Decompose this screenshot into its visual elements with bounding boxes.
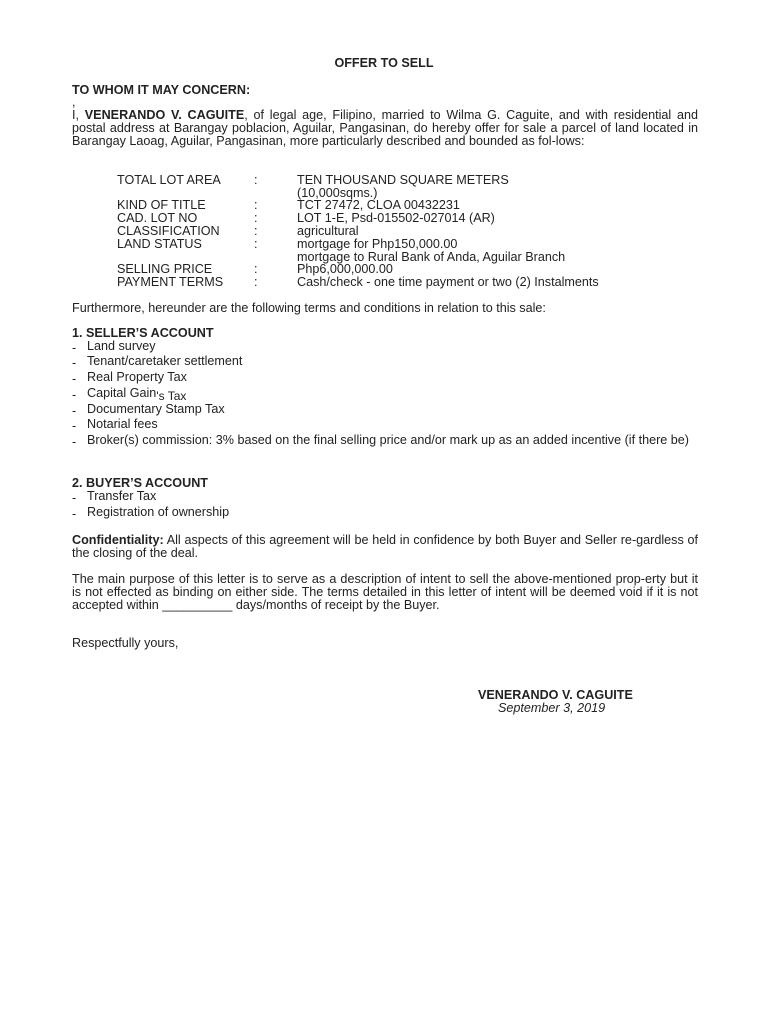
furthermore-text: Furthermore, hereunder are the following terms and conditions in relation to this sale: [72, 301, 546, 315]
confidentiality-label: Confidentiality: [72, 533, 164, 547]
detail-value: mortgage for Php150,000.00 mortgage to Rural Bank of Anda, Aguilar Branch [297, 237, 566, 264]
detail-label: SELLING PRICE [117, 262, 213, 276]
confidentiality-paragraph [72, 534, 698, 560]
detail-value: TCT 27472, CLOA 00432231 [297, 198, 460, 212]
detail-colon: : [254, 262, 258, 276]
buyer-account-heading: 2. BUYER’S ACCOUNT [72, 476, 208, 490]
detail-label: PAYMENT TERMS [117, 275, 224, 289]
detail-value: agricultural [297, 224, 359, 238]
detail-colon: : [254, 224, 258, 238]
bullet-dash: - [72, 491, 77, 505]
list-item: - Capital Gain$_{'s Tax}$ [72, 386, 187, 403]
bullet-dash: - [72, 372, 77, 386]
detail-value: Cash/check - one time payment or two (2) Instalments [297, 275, 599, 289]
list-item: - Documentary Stamp Tax [72, 402, 225, 418]
list-item: - Registration of ownership [72, 505, 230, 521]
list-item: - Land survey [72, 339, 156, 355]
list-item: - Broker(s) commission: 3% based on the final selling price and/or mark up as an added incentive (if there be) [72, 433, 690, 449]
detail-label: LAND STATUS [117, 237, 202, 251]
detail-label: TOTAL LOT AREA [117, 173, 221, 187]
detail-label: CLASSIFICATION [117, 224, 220, 238]
bullet-dash: - [72, 435, 77, 449]
signature-date: September 3, 2019 [498, 701, 606, 715]
list-item: - Transfer Tax [72, 489, 157, 505]
seller-account-heading: 1. SELLER’S ACCOUNT [72, 326, 214, 340]
seller-name: VENERANDO V. CAGUITE [84, 108, 245, 122]
bullet-dash: - [72, 507, 77, 521]
bullet-dash: - [72, 356, 77, 370]
intro-text: , of legal age, Filipino, married to Wilma G. Caguite, and with residential and postal address at Barangay poblacion, Aguilar, Pangasinan, do hereby offer for sale a parcel of land located in Barangay Laoag, Aguilar, Pangasinan, more particularly described and bounded as fol-lows: [72, 108, 698, 148]
list-item: - Tenant/caretaker settlement [72, 354, 243, 370]
bullet-dash: - [72, 341, 77, 355]
detail-label: KIND OF TITLE [117, 198, 206, 212]
stray-comma: , [72, 95, 76, 109]
bullet-dash: - [72, 419, 77, 433]
detail-value: Php6,000,000.00 [297, 262, 393, 276]
detail-value: LOT 1-E, Psd-015502-027014 (AR) [297, 211, 495, 225]
signature-name: VENERANDO V. CAGUITE [478, 688, 633, 702]
detail-label: CAD. LOT NO [117, 211, 198, 225]
detail-colon: : [254, 237, 258, 251]
list-item: - Notarial fees [72, 417, 158, 433]
detail-colon: : [254, 198, 258, 212]
detail-value: TEN THOUSAND SQUARE METERS (10,000sqms.) [297, 173, 509, 200]
intro-paragraph [72, 109, 698, 148]
detail-colon: : [254, 173, 258, 187]
detail-colon: : [254, 275, 258, 289]
salutation: TO WHOM IT MAY CONCERN: [72, 83, 251, 97]
detail-colon: : [254, 211, 258, 225]
confidentiality-text: All aspects of this agreement will be held in confidence by both Buyer and Seller re-gardless of the closing of the deal. [72, 533, 698, 560]
closing: Respectfully yours, [72, 636, 179, 650]
bullet-dash: - [72, 388, 77, 402]
bullet-dash: - [72, 404, 77, 418]
intro-prefix: I, [72, 108, 85, 122]
document-title: OFFER TO SELL [334, 56, 434, 70]
list-item: - Real Property Tax [72, 370, 187, 386]
purpose-paragraph: The main purpose of this letter is to serve as a description of intent to sell the above-mentioned prop-erty but it is not effected as binding on either side. The terms detailed in this letter of intent will be deemed void if it is not accepted within __________ days/months of receipt by the Buyer. [72, 572, 698, 612]
